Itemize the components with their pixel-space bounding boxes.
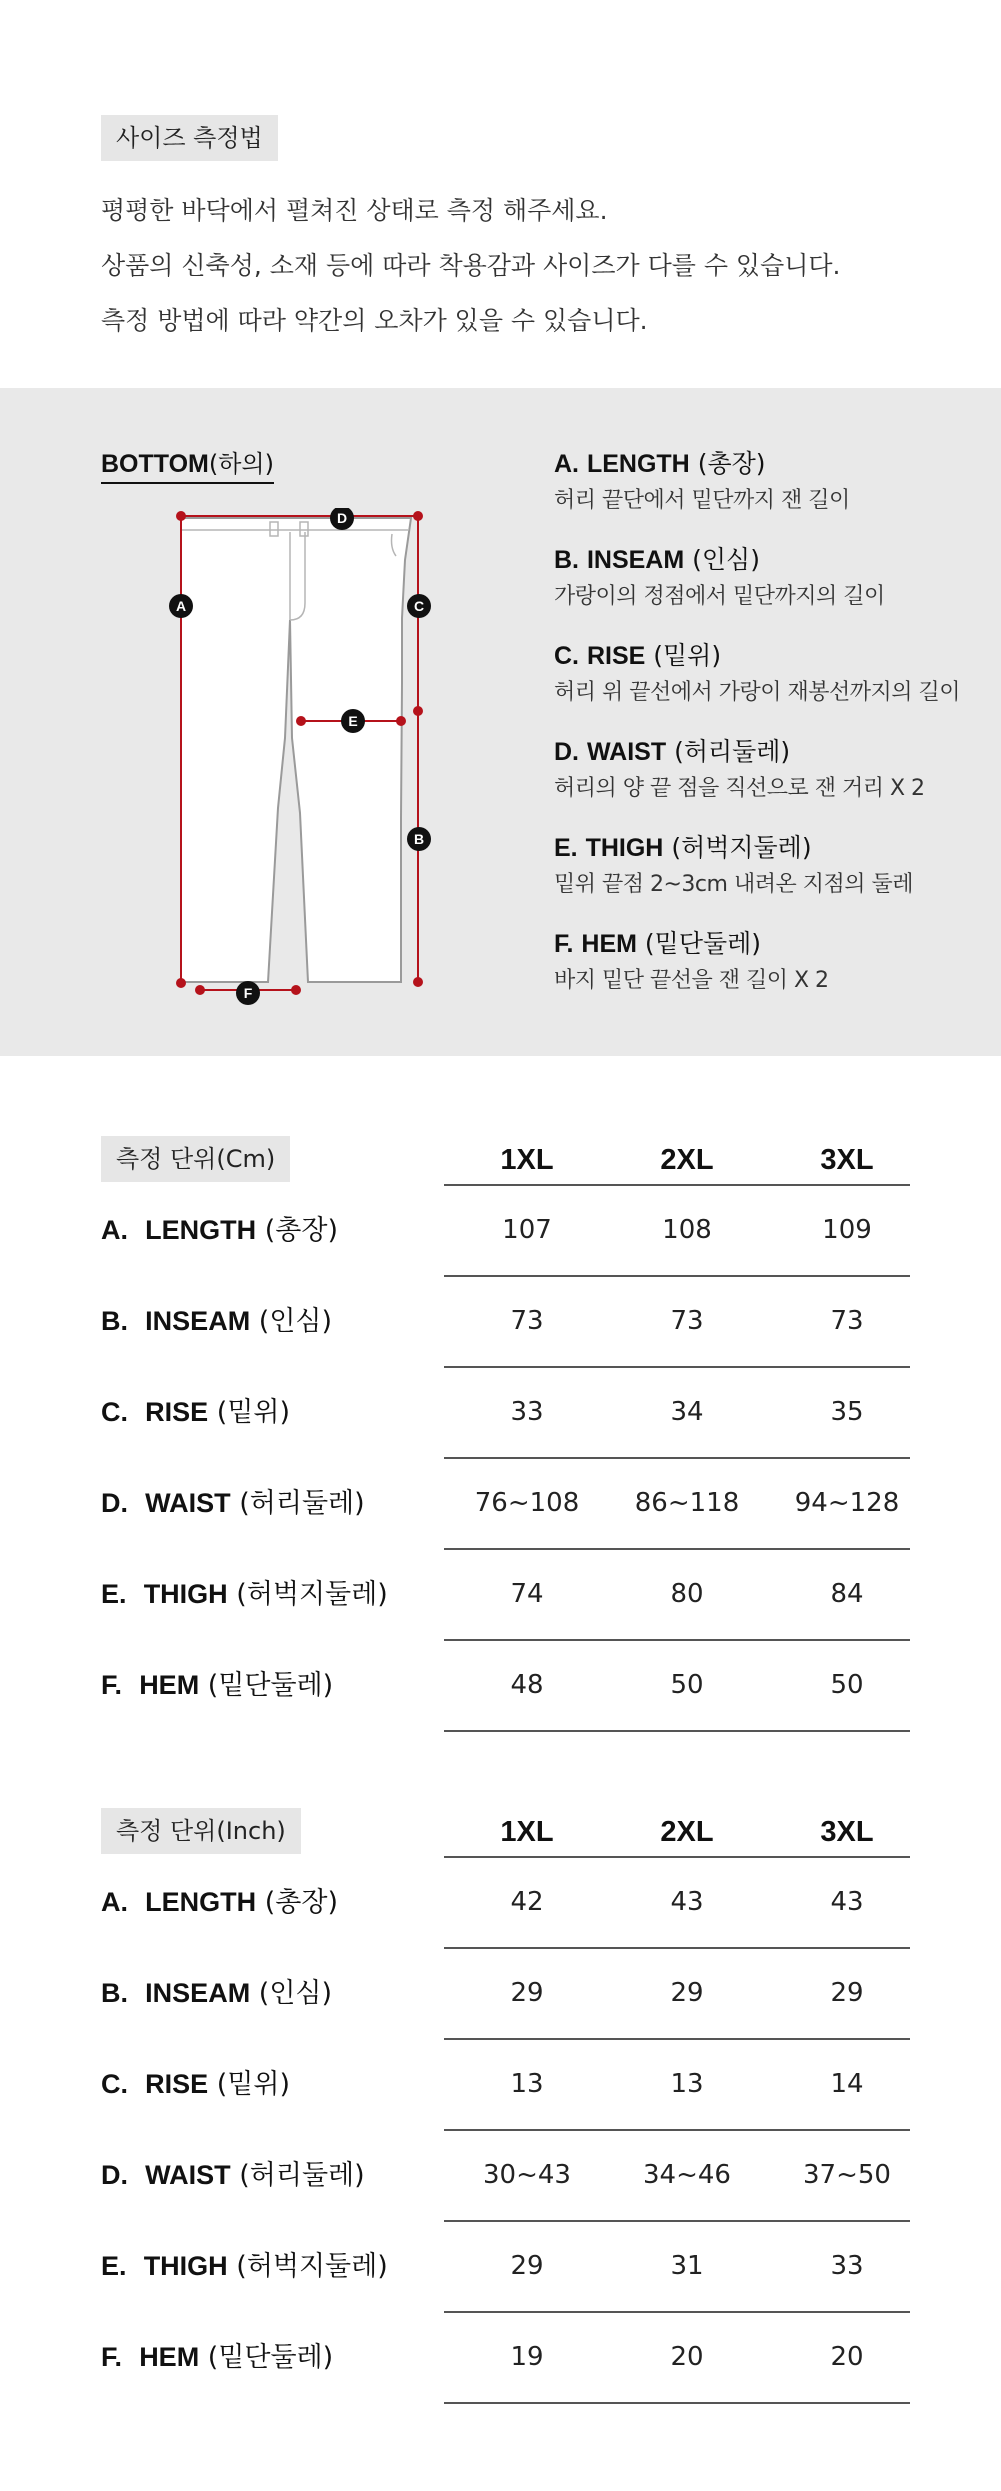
svg-text:B: B	[413, 831, 425, 847]
table-cell: 73	[510, 1306, 544, 1336]
measuring-guide-section	[0, 0, 1001, 388]
svg-text:A: A	[175, 598, 187, 614]
measurement-diagram-section	[0, 388, 1001, 1056]
row-label: B. INSEAM (인심)	[101, 1978, 333, 2009]
table-row	[101, 2131, 911, 2222]
legend-item-hem: F. HEM (밑단둘레) 바지 밑단 끝선을 잰 길이 X 2	[554, 929, 829, 993]
table-row	[101, 1949, 911, 2040]
table-cell: 73	[830, 1306, 864, 1336]
table-cell: 13	[510, 2069, 544, 2099]
table-cell: 33	[510, 1397, 544, 1427]
svg-text:E: E	[348, 713, 358, 729]
table-cell: 20	[830, 2342, 864, 2372]
size-header: 2XL	[660, 1144, 714, 1176]
legend-item-rise: C. RISE (밑위) 허리 위 끝선에서 가랑이 재봉선까지의 길이	[554, 641, 961, 705]
svg-text:D: D	[336, 510, 348, 526]
table-cell: 108	[662, 1215, 712, 1245]
table-cell: 86~118	[634, 1488, 740, 1518]
size-header: 1XL	[500, 1816, 554, 1848]
measuring-guide-notes	[101, 183, 840, 348]
note-line: 측정 방법에 따라 약간의 오차가 있을 수 있습니다.	[101, 306, 648, 335]
marker-b	[407, 827, 431, 851]
row-divider	[444, 1730, 910, 1732]
row-label: A. LENGTH (총장)	[101, 1215, 338, 1246]
note-line: 상품의 신축성, 소재 등에 따라 착용감과 사이즈가 다를 수 있습니다.	[101, 251, 841, 280]
row-label: C. RISE (밑위)	[101, 1397, 291, 1428]
table-row	[101, 1459, 911, 1550]
table-cell: 33	[830, 2251, 864, 2281]
table-cell: 34~46	[643, 2160, 731, 2190]
row-label: F. HEM (밑단둘레)	[101, 2342, 334, 2373]
table-cell: 37~50	[803, 2160, 891, 2190]
table-row	[101, 1858, 911, 1949]
row-label: F. HEM (밑단둘레)	[101, 1670, 334, 1701]
table-cell: 13	[670, 2069, 704, 2099]
table-cell: 50	[670, 1670, 704, 1700]
marker-f	[236, 981, 260, 1005]
legend-item-length: A. LENGTH (총장) 허리 끝단에서 밑단까지 잰 길이	[554, 449, 850, 513]
row-label: E. THIGH (허벅지둘레)	[101, 2251, 388, 2282]
row-label: D. WAIST (허리둘레)	[101, 2160, 365, 2191]
size-header: 2XL	[660, 1816, 714, 1848]
marker-a	[169, 594, 193, 618]
unit-tag: 측정 단위(Inch)	[101, 1808, 301, 1854]
table-cell: 48	[510, 1670, 544, 1700]
row-label: A. LENGTH (총장)	[101, 1887, 338, 1918]
size-header: 1XL	[500, 1144, 554, 1176]
row-divider	[444, 2402, 910, 2404]
table-cell: 84	[830, 1579, 864, 1609]
measurement-legend	[554, 444, 994, 1020]
row-label: E. THIGH (허벅지둘레)	[101, 1579, 388, 1610]
table-row	[101, 2222, 911, 2313]
table-cell: 19	[510, 2342, 544, 2372]
table-cell: 76~108	[474, 1488, 580, 1518]
table-row	[101, 2313, 911, 2404]
table-cell: 42	[510, 1887, 544, 1917]
table-cell: 30~43	[483, 2160, 571, 2190]
table-row	[101, 1368, 911, 1459]
size-header: 3XL	[820, 1816, 874, 1848]
row-label: C. RISE (밑위)	[101, 2069, 291, 2100]
size-header-row	[444, 1808, 910, 1858]
table-cell: 29	[830, 1978, 864, 2008]
pants-outline	[181, 518, 411, 982]
pants-diagram	[160, 508, 450, 1038]
table-cell: 29	[510, 2251, 544, 2281]
table-row	[101, 1641, 911, 1732]
marker-e	[341, 709, 365, 733]
bottom-title: BOTTOM(하의)	[101, 448, 274, 484]
table-cell: 107	[502, 1215, 552, 1245]
table-cell: 35	[830, 1397, 864, 1427]
row-label: D. WAIST (허리둘레)	[101, 1488, 365, 1519]
table-cell: 43	[830, 1887, 864, 1917]
size-header: 3XL	[820, 1144, 874, 1176]
table-cell: 29	[670, 1978, 704, 2008]
svg-text:C: C	[413, 598, 425, 614]
legend-item-waist: D. WAIST (허리둘레) 허리의 양 끝 점을 직선으로 잰 거리 X 2	[554, 737, 925, 801]
table-row	[101, 1186, 911, 1277]
table-cell: 80	[670, 1579, 704, 1609]
size-header-row	[444, 1136, 910, 1186]
note-line: 평평한 바닥에서 펼쳐진 상태로 측정 해주세요.	[101, 196, 608, 225]
legend-item-thigh: E. THIGH (허벅지둘레) 밑위 끝점 2~3cm 내려온 지점의 둘레	[554, 833, 913, 897]
legend-item-inseam: B. INSEAM (인심) 가랑이의 정점에서 밑단까지의 길이	[554, 545, 885, 609]
measuring-guide-tag: 사이즈 측정법	[101, 115, 278, 161]
svg-text:F: F	[243, 985, 253, 1001]
table-cell: 109	[822, 1215, 872, 1245]
row-label: B. INSEAM (인심)	[101, 1306, 333, 1337]
table-cell: 50	[830, 1670, 864, 1700]
table-cell: 14	[830, 2069, 864, 2099]
table-cell: 94~128	[794, 1488, 900, 1518]
unit-tag: 측정 단위(Cm)	[101, 1136, 290, 1182]
table-row	[101, 2040, 911, 2131]
table-row	[101, 1277, 911, 1368]
table-cell: 20	[670, 2342, 704, 2372]
table-cell: 74	[510, 1579, 544, 1609]
table-cell: 29	[510, 1978, 544, 2008]
table-cell: 34	[670, 1397, 704, 1427]
table-cell: 73	[670, 1306, 704, 1336]
table-cell: 43	[670, 1887, 704, 1917]
table-row	[101, 1550, 911, 1641]
table-cell: 31	[670, 2251, 704, 2281]
marker-c	[407, 594, 431, 618]
